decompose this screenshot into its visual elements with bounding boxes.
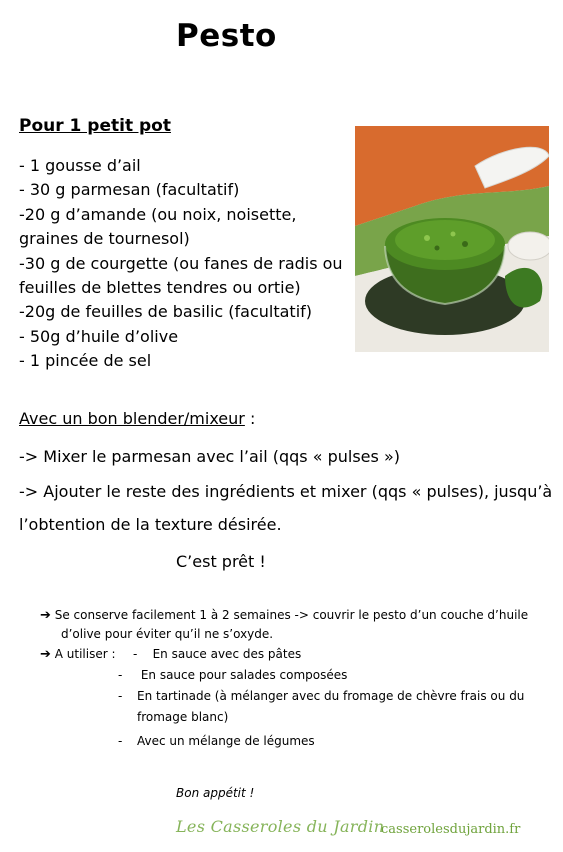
usage-note [40,645,116,664]
usage-item-text: Avec un mélange de légumes [137,734,315,748]
usage-item: - Avec un mélange de légumes [118,734,315,748]
ingredient-line: - 30 g parmesan (facultatif) [19,180,240,200]
ingredient-line: - 50g d’huile d’olive [19,326,179,346]
method-heading-text: Avec un bon blender/mixeur [19,409,245,428]
ingredient-line: - 1 gousse d’ail [19,156,141,175]
ingredient-line: feuilles de blettes tendres ou ortie) [19,278,301,298]
ingredient-line: -30 g de courgette (ou fanes de radis ou [19,253,343,273]
website-text: casserolesdujardin.fr [381,822,521,837]
usage-item-text: En sauce pour salades composées [140,668,348,682]
brand-logo-text: Les Casseroles du Jardin [176,817,385,836]
usage-item-text: En sauce avec des pâtes [152,647,302,661]
ingredient-line: - 1 pincée de sel [19,351,152,371]
ingredient-list [19,154,349,374]
step-line: -> Ajouter le reste des ingrédients et mixer (qqs « pulses), jusqu’à [19,482,553,501]
usage-item-continued: fromage blanc) [137,710,229,724]
ingredient-line: graines de tournesol) [19,229,190,249]
step-line: l’obtention de la texture désirée. [19,515,282,534]
ready-text: C’est prêt ! [176,552,266,571]
arrow-right-icon: ➔ [40,608,51,623]
usage-item: - En tartinade (à mélanger avec du fromage de chèvre frais ou du [118,689,525,703]
usage-label: A utiliser : [54,647,116,661]
page-title: Pesto [176,18,277,54]
arrow-right-icon: ➔ [40,647,51,662]
pesto-jar-photo [355,126,549,352]
method-heading [19,409,255,428]
step-line: -> Mixer le parmesan avec l’ail (qqs « pulses ») [19,447,400,466]
storage-note-continued: d’olive pour éviter qu’il ne s’oxyde. [61,627,274,641]
storage-note-text: Se conserve facilement 1 à 2 semaines -> couvrir le pesto d’un couche d’huile [54,608,529,622]
usage-item-text: En tartinade (à mélanger avec du fromage de chèvre frais ou du [137,689,525,703]
bon-appetit-text: Bon appétit ! [176,786,255,800]
portion-heading: Pour 1 petit pot [19,116,171,136]
usage-item: - En sauce pour salades composées [118,668,348,682]
ingredient-line: -20g de feuilles de basilic (facultatif) [19,302,313,322]
ingredient-line: -20 g d’amande (ou noix, noisette, [19,204,297,224]
storage-note [40,606,528,625]
usage-item: - En sauce avec des pâtes [133,647,302,661]
method-heading-suffix: : [244,409,256,428]
